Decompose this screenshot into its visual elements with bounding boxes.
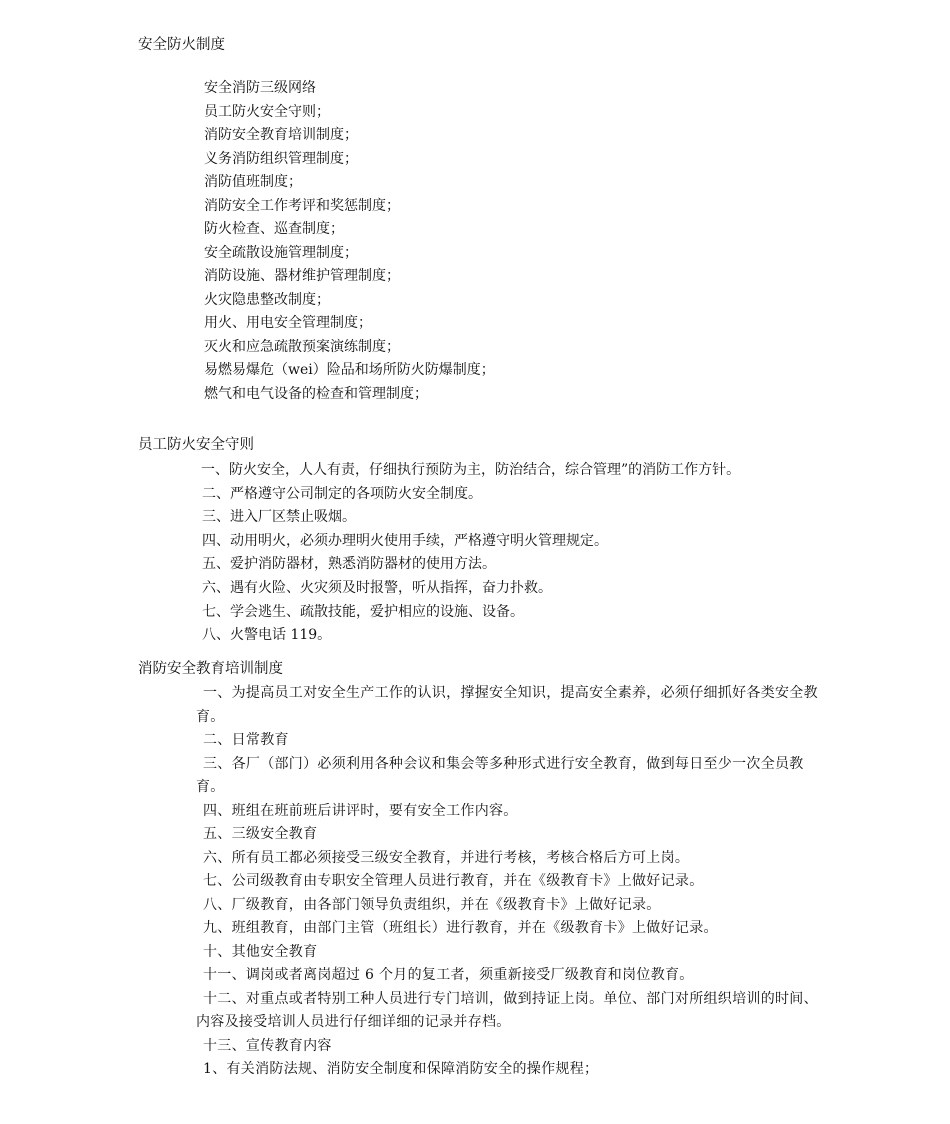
list-item: 十三、宣传教育内容 [203,1037,332,1054]
list-item: 十一、调岗或者离岗超过 6 个月的复工者，须重新接受厂级教育和岗位教育。 [203,967,694,983]
list-item: 一、防火安全，人人有责，仔细执行预防为主，防治结合，综合管理”的消防工作方针。 [201,462,741,478]
list-item: 四、动用明火，必须办理明火使用手续，严格遵守明火管理规定。 [202,532,608,549]
fire-safety-system-list [204,78,495,407]
list-item: 七、学会逃生、疏散技能，爱护相应的设施、设备。 [202,603,524,620]
list-item: 消防安全教育培训制度； [204,127,358,143]
section-title-employee-fire-rules: 员工防火安全守则 [138,437,254,453]
list-item: 五、三级安全教育 [203,826,318,842]
list-item: 燃气和电气设备的检查和管理制度； [204,385,428,402]
list-item: 六、所有员工都必须接受三级安全教育，并进行考核，考核合格后方可上岗。 [203,849,690,866]
list-item: 防火检查、巡查制度； [204,221,344,237]
list-item: 五、爱护消防器材，熟悉消防器材的使用方法。 [202,556,496,573]
list-item: 用火、用电安全管理制度； [204,315,372,331]
list-item: 员工防火安全守则； [204,103,330,120]
list-item: 易燃易爆危（wei）险品和场所防火防爆制度； [204,362,495,378]
list-item: 二、日常教育 [203,732,289,748]
section-title-fire-safety-system: 安全防火制度 [138,37,225,53]
employee-fire-rules-list [202,460,740,649]
section-title-fire-education-training: 消防安全教育培训制度 [138,661,283,677]
fire-education-training-list [196,682,820,1082]
list-item: 消防安全工作考评和奖惩制度； [204,197,400,214]
list-item: 1、有关消防法规、消防安全制度和保障消防安全的操作规程； [203,1061,599,1077]
list-item: 安全疏散设施管理制度； [204,244,358,261]
list-item: 消防设施、器材维护管理制度； [204,268,400,284]
list-item: 十、其他安全教育 [203,943,318,960]
list-item: 八、厂级教育，由各部门领导负责组织，并在《级教育卡》上做好记录。 [203,896,661,913]
list-item: 六、遇有火险、火灾须及时报警，听从指挥，奋力扑救。 [202,579,552,596]
list-item: 一、为提高员工对安全生产工作的认识，撑握安全知识，提高安全素养，必须仔细抓好各类安全教育。 [196,685,818,725]
list-item: 九、班组教育，由部门主管（班组长）进行教育，并在《级教育卡》上做好记录。 [203,920,718,936]
list-item: 灭火和应急疏散预案演练制度； [204,338,400,355]
list-item: 消防值班制度； [204,174,302,190]
list-item: 二、严格遵守公司制定的各项防火安全制度。 [202,485,482,502]
list-item: 安全消防三级网络 [204,80,316,96]
list-item: 十二、对重点或者特别工种人员进行专门培训，做到持证上岗。单位、部门对所组织培训的时间、内容及接受培训人员进行仔细详细的记录并存档。 [196,990,818,1030]
list-item: 三、各厂（部门）必须利用各种会议和集会等多种形式进行安全教育，做到每日至少一次全员教育。 [196,755,804,795]
list-item: 四、班组在班前班后讲评时，要有安全工作内容。 [203,802,518,819]
list-item: 八、火警电话 119。 [202,627,332,644]
list-item: 火灾隐患整改制度； [204,291,330,308]
list-item: 三、进入厂区禁止吸烟。 [202,509,356,526]
list-item: 义务消防组织管理制度； [204,150,358,167]
list-item: 七、公司级教育由专职安全管理人员进行教育，并在《级教育卡》上做好记录。 [203,873,704,889]
